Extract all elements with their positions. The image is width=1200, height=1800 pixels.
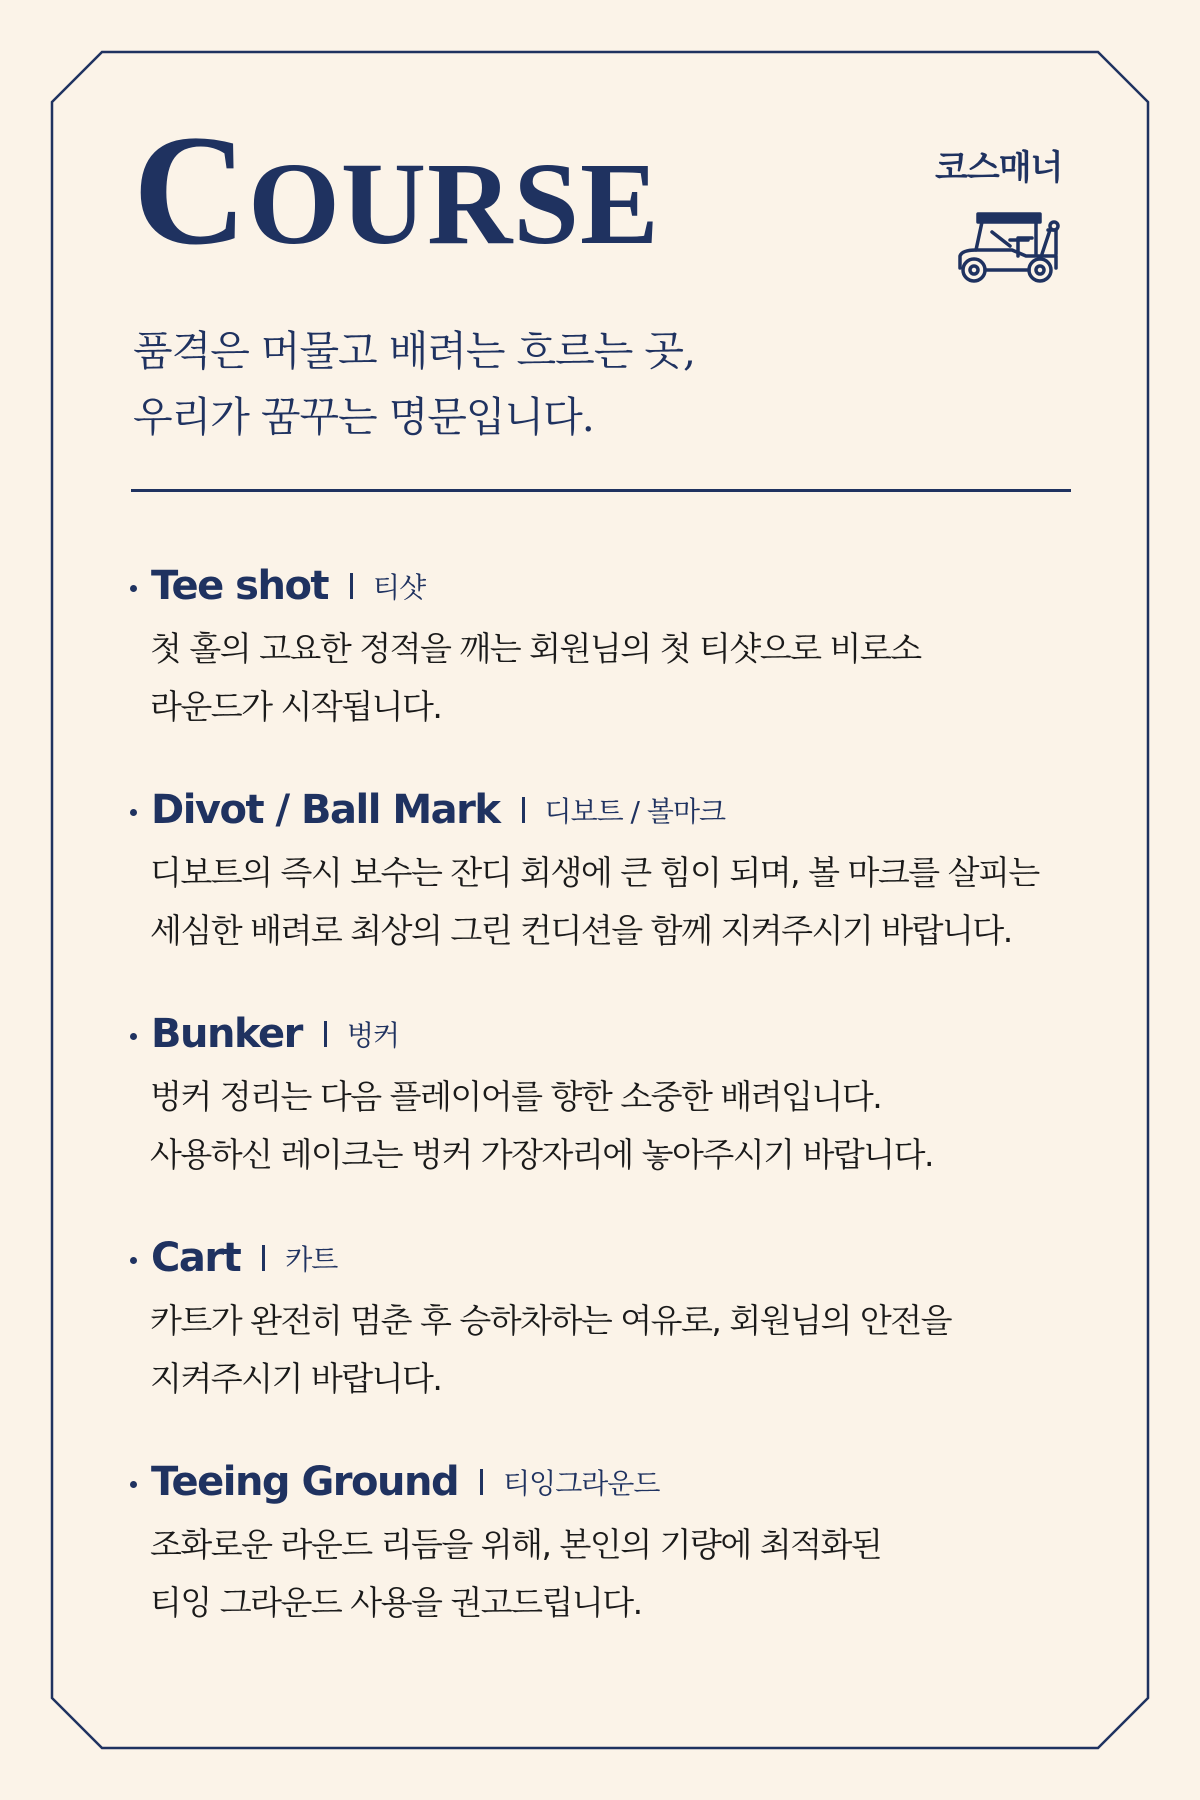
section-title-ko: 카트 xyxy=(285,1243,338,1276)
bullet-icon xyxy=(130,585,137,592)
separator xyxy=(324,1021,327,1047)
section-title-ko: 디보트 / 볼마크 xyxy=(544,795,726,828)
section-cart xyxy=(130,1228,1090,1408)
section-title-en: Teeing Ground xyxy=(151,1459,459,1505)
course-manner-label: 코스매너 xyxy=(935,148,1063,188)
body-line: 카트가 완전히 멈춘 후 승하차하는 여유로, 회원님의 안전을 xyxy=(150,1301,951,1340)
section-bunker xyxy=(130,1004,1090,1184)
section-body xyxy=(130,844,1090,960)
section-title-en: Bunker xyxy=(151,1011,302,1057)
body-line: 세심한 배려로 최상의 그린 컨디션을 함께 지켜주시기 바랍니다. xyxy=(150,911,1012,950)
section-body xyxy=(130,1516,1090,1632)
golf-cart-icon xyxy=(952,206,1072,290)
page-title xyxy=(133,103,660,278)
section-title-en: Tee shot xyxy=(151,563,329,609)
body-line: 벙커 정리는 다음 플레이어를 향한 소중한 배려입니다. xyxy=(150,1077,882,1116)
section-header xyxy=(130,1004,1090,1064)
bullet-icon xyxy=(130,1033,137,1040)
tagline-line: 우리가 꿈꾸는 명문입니다. xyxy=(133,393,594,441)
separator xyxy=(350,573,353,599)
section-header xyxy=(130,1452,1090,1512)
section-teeing-ground xyxy=(130,1452,1090,1632)
section-header xyxy=(130,780,1090,840)
section-title-en: Divot / Ball Mark xyxy=(151,787,500,833)
bullet-icon xyxy=(130,1257,137,1264)
section-tee-shot xyxy=(130,556,1090,736)
body-line: 지켜주시기 바랍니다. xyxy=(150,1359,442,1398)
divider xyxy=(131,489,1071,492)
section-title-en: Cart xyxy=(151,1235,241,1281)
body-line: 디보트의 즉시 보수는 잔디 회생에 큰 힘이 되며, 볼 마크를 살피는 xyxy=(150,853,1039,892)
separator xyxy=(522,797,525,823)
section-header xyxy=(130,1228,1090,1288)
bullet-icon xyxy=(130,809,137,816)
section-header xyxy=(130,556,1090,616)
section-divot-ball-mark xyxy=(130,780,1090,960)
body-line: 조화로운 라운드 리듬을 위해, 본인의 기량에 최적화된 xyxy=(150,1525,882,1564)
section-body xyxy=(130,1292,1090,1408)
tagline xyxy=(133,318,695,450)
manner-sections xyxy=(130,556,1090,1676)
body-line: 라운드가 시작됩니다. xyxy=(150,687,442,726)
separator xyxy=(262,1245,265,1271)
body-line: 사용하신 레이크는 벙커 가장자리에 놓아주시기 바랍니다. xyxy=(150,1135,934,1174)
section-title-ko: 티샷 xyxy=(373,571,426,604)
section-title-ko: 벙커 xyxy=(346,1019,399,1052)
section-body xyxy=(130,1068,1090,1184)
title-first-letter: C xyxy=(133,103,249,278)
tagline-line: 품격은 머물고 배려는 흐르는 곳, xyxy=(133,327,696,375)
body-line: 티잉 그라운드 사용을 권고드립니다. xyxy=(150,1583,642,1622)
section-body xyxy=(130,620,1090,736)
section-title-ko: 티잉그라운드 xyxy=(503,1467,660,1500)
body-line: 첫 홀의 고요한 정적을 깨는 회원님의 첫 티샷으로 비로소 xyxy=(150,629,921,668)
bullet-icon xyxy=(130,1481,137,1488)
title-rest: OURSE xyxy=(248,138,660,269)
separator xyxy=(480,1469,483,1495)
